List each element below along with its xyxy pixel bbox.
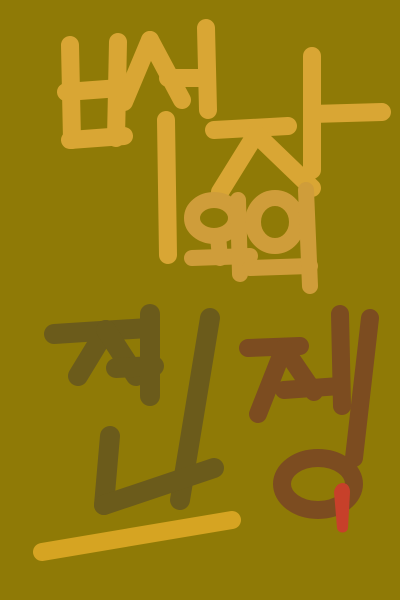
red-drip-accent xyxy=(334,483,350,533)
syllable-wa xyxy=(192,200,250,274)
syllable-jeon xyxy=(54,314,214,505)
syllable-ja xyxy=(214,56,382,192)
syllable-ui xyxy=(250,190,310,286)
syllable-jaeng xyxy=(248,314,370,510)
title-line-3 xyxy=(54,314,370,510)
syllable-bae xyxy=(66,42,124,140)
title-line-1 xyxy=(66,28,382,255)
title-line-2 xyxy=(192,190,310,286)
underline-stroke xyxy=(42,520,232,552)
